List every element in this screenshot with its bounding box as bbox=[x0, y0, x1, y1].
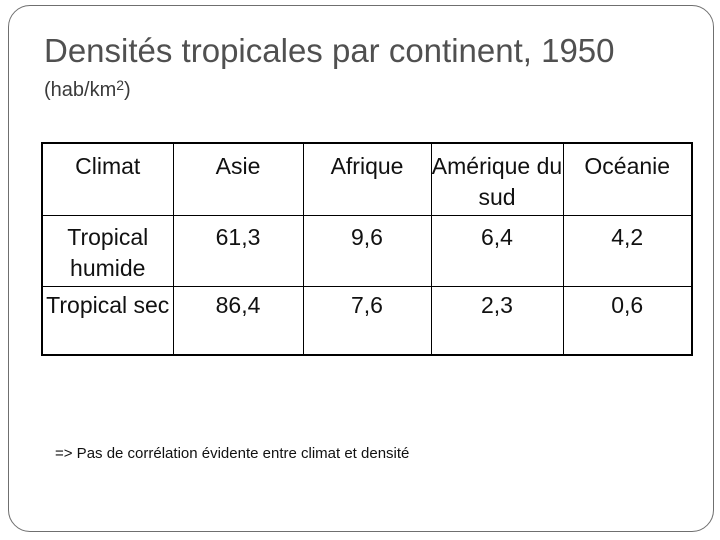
header-cell-afrique: Afrique bbox=[303, 143, 431, 215]
conclusion-text: => Pas de corrélation évidente entre climat et densité bbox=[55, 445, 410, 462]
slide-subtitle bbox=[44, 77, 131, 101]
table-cell: 2,3 bbox=[431, 286, 563, 355]
table-cell: 7,6 bbox=[303, 286, 431, 355]
table-cell: 61,3 bbox=[173, 215, 303, 286]
table-cell: 6,4 bbox=[431, 215, 563, 286]
table-row bbox=[42, 286, 692, 355]
table-cell: 4,2 bbox=[563, 215, 692, 286]
header-cell-amerique-du-sud: Amérique du sud bbox=[431, 143, 563, 215]
subtitle-exponent: 2 bbox=[116, 77, 125, 93]
table-cell: 0,6 bbox=[563, 286, 692, 355]
header-cell-climat: Climat bbox=[42, 143, 173, 215]
table-row bbox=[42, 215, 692, 286]
table-cell: 9,6 bbox=[303, 215, 431, 286]
header-cell-asie: Asie bbox=[173, 143, 303, 215]
subtitle-close: ) bbox=[124, 79, 131, 101]
table-header-row bbox=[42, 143, 692, 215]
row-label-cell: Tropical sec bbox=[46, 291, 170, 318]
slide-title: Densités tropicales par continent, 1950 bbox=[44, 32, 615, 69]
subtitle-unit: (hab/km bbox=[44, 79, 117, 101]
table-cell: 86,4 bbox=[173, 286, 303, 355]
row-label-cell: Tropical humide bbox=[42, 215, 173, 286]
density-table bbox=[41, 142, 693, 356]
header-cell-oceanie: Océanie bbox=[563, 143, 692, 215]
